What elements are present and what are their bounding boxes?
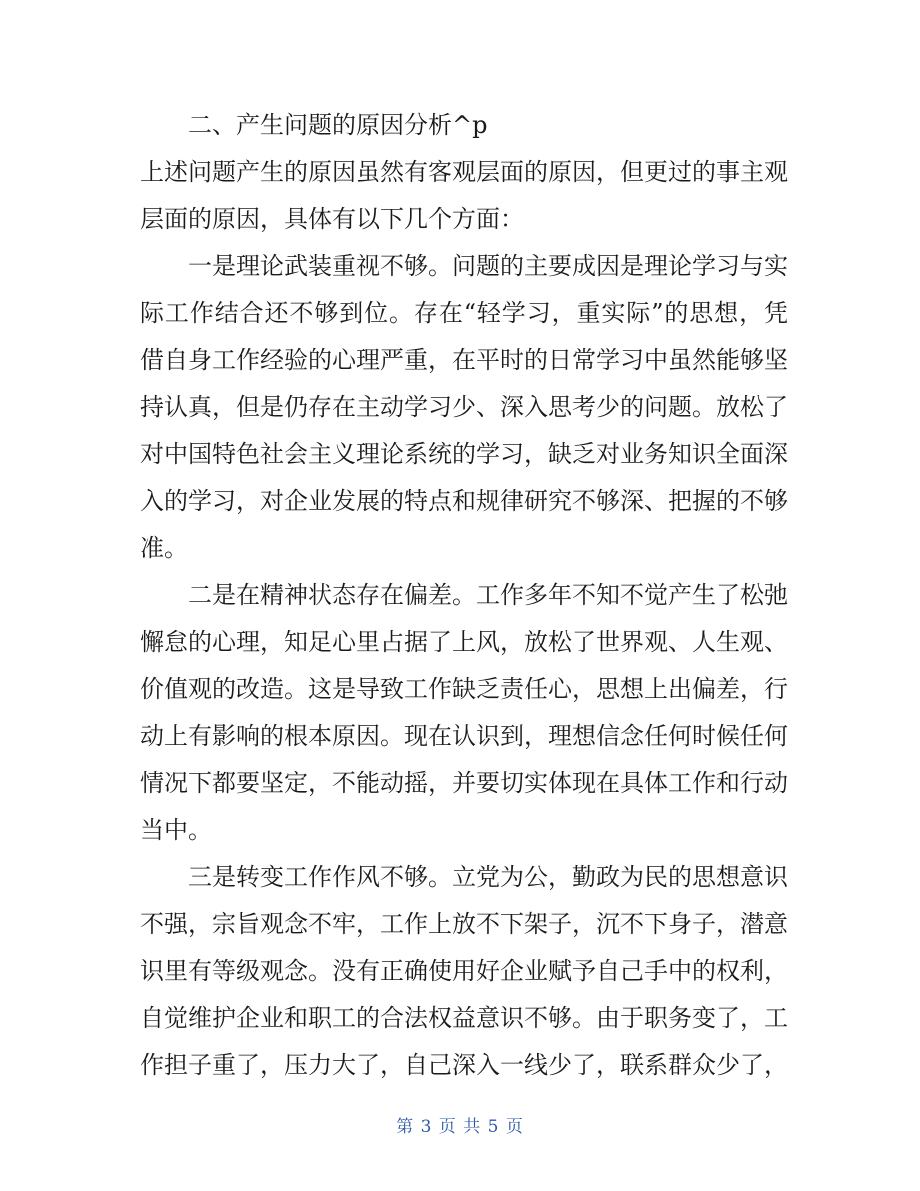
section-heading: 二、产生问题的原因分析^p [188,111,488,139]
text-line: 不强，宗旨观念不牢，工作上放不下架子，沉不下身子，潜意 [140,910,788,938]
text-line: 入的学习，对企业发展的特点和规律研究不够深、把握的不够 [140,487,788,515]
text-line: 自觉维护企业和职工的合法权益意识不够。由于职务变了，工 [140,1004,788,1032]
text-line: 懈怠的心理，知足心里占据了上风，放松了世界观、人生观、 [140,628,788,656]
text-line: 借自身工作经验的心理严重，在平时的日常学习中虽然能够坚 [140,346,788,374]
text-line: 动上有影响的根本原因。现在认识到，理想信念任何时候任何 [140,722,788,750]
text-line: 识里有等级观念。没有正确使用好企业赋予自己手中的权利， [140,957,788,985]
text-line: 持认真，但是仍存在主动学习少、深入思考少的问题。放松了 [140,393,788,421]
page-number-footer: 第 3 页 共 5 页 [396,1117,524,1137]
text-line: 际工作结合还不够到位。存在“轻学习，重实际”的思想，凭 [140,299,788,327]
text-line: 上述问题产生的原因虽然有客观层面的原因，但更过的事主观 [140,158,788,186]
paragraph-first-line: 三是转变工作作风不够。立党为公，勤政为民的思想意识 [188,863,788,891]
text-line: 价值观的改造。这是导致工作缺乏责任心，思想上出偏差，行 [140,675,788,703]
text-line: 情况下都要坚定，不能动摇，并要切实体现在具体工作和行动 [140,769,788,797]
text-line: 作担子重了，压力大了，自己深入一线少了，联系群众少了， [140,1051,788,1079]
text-line: 当中。 [140,816,212,844]
text-line: 对中国特色社会主义理论系统的学习，缺乏对业务知识全面深 [140,440,788,468]
paragraph-first-line: 一是理论武装重视不够。问题的主要成因是理论学习与实 [188,252,788,280]
document-body [140,102,788,1089]
paragraph-first-line: 二是在精神状态存在偏差。工作多年不知不觉产生了松弛 [188,581,788,609]
text-line: 层面的原因，具体有以下几个方面： [140,205,524,233]
text-line: 准。 [140,534,188,562]
